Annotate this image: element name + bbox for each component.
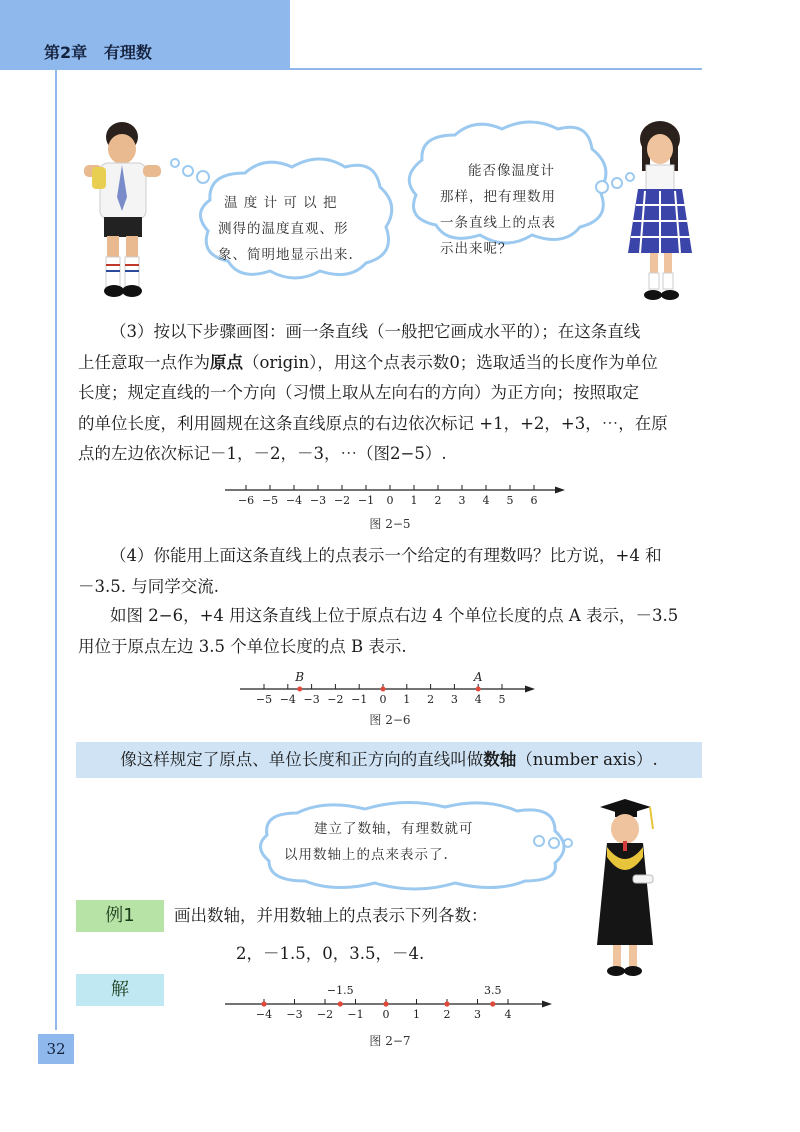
tick-label: −3	[286, 1008, 303, 1021]
margin-rule	[55, 70, 57, 1030]
number-line-figure-2-5	[220, 478, 580, 512]
tick-label: 0	[386, 494, 394, 507]
example-1-prompt: 画出数轴，并用数轴上的点表示下列各数：	[174, 906, 488, 925]
right-bubble-line-3: 一条直线上的点表	[440, 215, 556, 231]
tick-label: 1	[410, 494, 418, 507]
right-bubble-line-4: 示出来呢？	[440, 241, 513, 257]
figure-2-5-caption: 图 2−5	[369, 517, 411, 531]
origin-point	[381, 687, 386, 692]
example-1-tag: 例1	[76, 900, 164, 932]
tick-label: 1	[413, 1008, 420, 1021]
paragraph-step-3	[78, 317, 708, 470]
figure-2-7-caption: 图 2−7	[369, 1034, 411, 1048]
tick-label: −4	[279, 693, 296, 706]
term-number-axis: 数轴	[483, 750, 517, 769]
label-minus-1-5: −1.5	[326, 984, 354, 997]
axis-arrow	[525, 686, 535, 693]
chapter-title	[44, 40, 152, 63]
tick-label: 0	[382, 1008, 390, 1021]
para5-line-2: 用位于原点左边 3.5 个单位长度的点 B 表示.	[78, 636, 407, 656]
tick-label: 1	[403, 693, 411, 706]
solution-tag: 解	[76, 974, 164, 1006]
left-bubble-line-1: 温 度 计 可 以 把	[224, 195, 338, 211]
tick-label: 4	[474, 693, 482, 706]
girl-illustration	[628, 121, 692, 300]
para3-line-5: 点的左边依次标记－1，－2，－3，⋯（图2−5）.	[78, 444, 447, 463]
plotted-point	[444, 1001, 449, 1006]
right-bubble-line-1: 能否像温度计	[468, 163, 555, 179]
bottom-bubble-line-1: 建立了数轴，有理数就可	[314, 821, 474, 837]
axis-arrow	[542, 1001, 552, 1008]
axis-arrow	[555, 487, 565, 494]
paragraph-figure-2-6-explanation	[78, 601, 708, 662]
tick-label: 4	[482, 494, 490, 507]
para5-line-1: 如图 2−6，+4 用这条直线上位于原点右边 4 个单位长度的点 A 表示，－3.5	[110, 606, 679, 625]
tick-label: −2	[316, 1008, 334, 1021]
para3-line-2a: 上任意取一点作为	[78, 352, 210, 372]
header-rule	[290, 68, 702, 70]
para3-line-2c: （origin），用这个点表示数0；选取适当的长度作为单位	[243, 352, 658, 372]
plotted-point	[490, 1001, 495, 1006]
point-a-label: A	[473, 670, 483, 684]
plotted-point	[338, 1001, 343, 1006]
point-b-label: B	[295, 670, 305, 684]
page-number: 32	[46, 1040, 66, 1058]
tick-label: −3	[303, 693, 320, 706]
left-bubble-line-3: 象、简明地显示出来.	[218, 247, 354, 263]
tick-label: 0	[379, 693, 387, 706]
para4-line-2: －3.5. 与同学交流.	[78, 576, 219, 596]
tick-label: 3	[474, 1008, 481, 1021]
chapter-number: 第2章	[44, 43, 88, 62]
plotted-point	[261, 1001, 266, 1006]
plotted-point	[383, 1001, 388, 1006]
right-bubble-text	[440, 158, 590, 262]
point-b	[297, 687, 302, 692]
definition-after: （number axis）.	[516, 750, 658, 769]
tick-label: −1	[357, 494, 375, 507]
bottom-bubble-text	[284, 816, 544, 868]
definition-before: 像这样规定了原点、单位长度和正方向的直线叫做	[120, 750, 484, 769]
paragraph-step-4	[78, 541, 708, 602]
tick-label: −4	[255, 1008, 273, 1021]
label-3-5: 3.5	[484, 984, 502, 997]
tick-label: 2	[427, 693, 435, 706]
tick-label: 4	[504, 1008, 512, 1021]
tick-label: −1	[347, 1008, 364, 1021]
para3-line-1: （3）按以下步骤画图：画一条直线（一般把它画成水平的）；在这条直线	[110, 322, 641, 341]
figure-2-6-caption: 图 2−6	[369, 713, 411, 727]
tick-label: −5	[261, 494, 279, 507]
para3-line-4: 的单位长度，利用圆规在这条直线原点的右边依次标记 +1，+2，+3，⋯，在原	[78, 413, 668, 433]
tick-label: 5	[506, 494, 514, 507]
term-origin: 原点	[210, 352, 243, 372]
thought-dots-left	[171, 159, 209, 183]
chapter-name: 有理数	[103, 43, 152, 62]
tick-label: −5	[255, 693, 273, 706]
tick-label: 3	[450, 693, 458, 706]
example-1-numbers: 2，－1.5，0，3.5，－4.	[236, 944, 425, 963]
para3-line-2	[78, 348, 708, 379]
left-bubble-text	[218, 190, 388, 268]
tick-label: −2	[333, 494, 351, 507]
definition-text	[76, 742, 702, 778]
graduate-girl-illustration	[597, 799, 653, 976]
boy-illustration	[84, 122, 161, 297]
tick-label: 2	[434, 494, 442, 507]
number-line-figure-2-7	[220, 982, 560, 1026]
tick-label: −3	[309, 494, 327, 507]
point-a	[476, 687, 481, 692]
tick-label: −2	[327, 693, 344, 706]
right-bubble-line-2: 那样，把有理数用	[440, 189, 556, 205]
bottom-bubble-line-2: 以用数轴上的点来表示了.	[284, 847, 449, 863]
tick-label: 2	[443, 1008, 451, 1021]
tick-label: −1	[351, 693, 368, 706]
tick-label: −6	[237, 494, 255, 507]
tick-label: 3	[458, 494, 466, 507]
para3-line-3: 长度；规定直线的一个方向（习惯上取从左向右的方向）为正方向；按照取定	[78, 383, 639, 402]
number-line-figure-2-6	[235, 665, 545, 707]
left-bubble-line-2: 测得的温度直观、形	[218, 221, 349, 237]
para4-line-1: （4）你能用上面这条直线上的点表示一个给定的有理数吗？比方说，+4 和	[110, 546, 662, 565]
tick-label: 5	[498, 693, 506, 706]
tick-label: −4	[285, 494, 303, 507]
tick-label: 6	[530, 494, 538, 507]
